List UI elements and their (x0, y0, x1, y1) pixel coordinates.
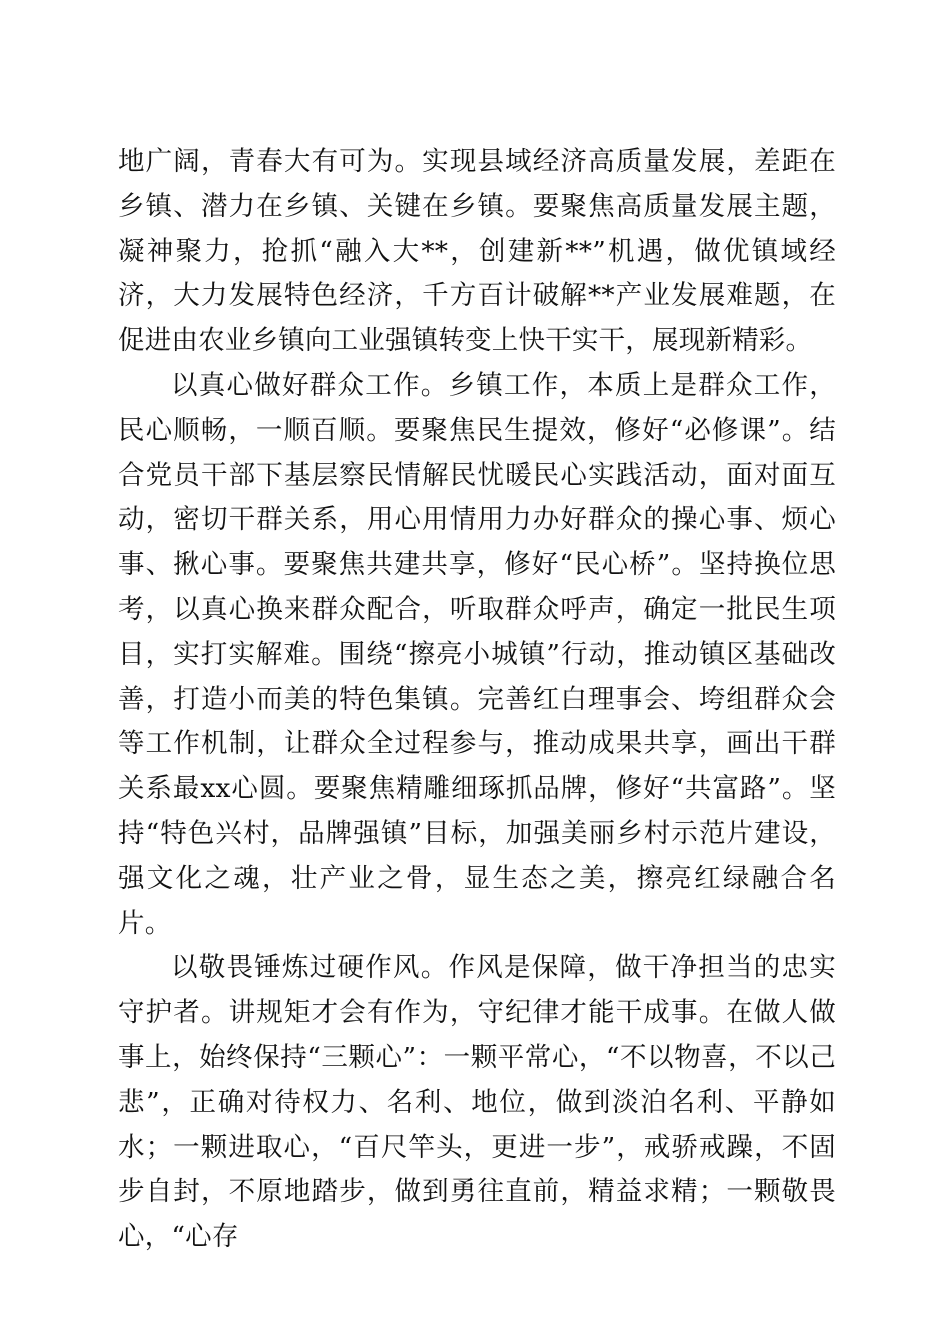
document-body (118, 140, 836, 1260)
paragraph-2: 以真心做好群众工作。乡镇工作，本质上是群众工作，民心顺畅，一顺百顺。要聚焦民生提效，修好“必修课”。结合党员干部下基层察民情解民忧暖民心实践活动，面对面互动，密切干群关系，用心用情用力办好群众的操心事、烦心事、揪心事。要聚焦共建共享，修好“民心桥”。坚持换位思考，以真心换来群众配合，听取群众呼声，确定一批民生项目，实打实解难。围绕“擦亮小城镇”行动，推动镇区基础改善，打造小而美的特色集镇。完善红白理事会、垮组群众会等工作机制，让群众全过程参与，推动成果共享，画出干群关系最xx心圆。要聚焦精雕细琢抓品牌，修好“共富路”。坚持“特色兴村，品牌强镇”目标，加强美丽乡村示范片建设，强文化之魂，壮产业之骨，显生态之美，擦亮红绿融合名片。 (118, 369, 836, 939)
paragraph-1: 地广阔，青春大有可为。实现县域经济高质量发展，差距在乡镇、潜力在乡镇、关键在乡镇。要聚焦高质量发展主题，凝神聚力，抢抓“融入大**，创建新**”机遇，做优镇域经济，大力发展特色经济，千方百计破解**产业发展难题，在促进由农业乡镇向工业强镇转变上快干实干，展现新精彩。 (118, 146, 836, 357)
paragraph-3: 以敬畏锤炼过硬作风。作风是保障，做干净担当的忠实守护者。讲规矩才会有作为，守纪律才能干成事。在做人做事上，始终保持“三颗心”：一颗平常心，“不以物喜，不以己悲”，正确对待权力、名利、地位，做到淡泊名利、平静如水；一颗进取心，“百尺竿头，更进一步”，戒骄戒躁，不固步自封，不原地踏步，做到勇往直前，精益求精；一颗敬畏心，“心存 (118, 952, 836, 1253)
